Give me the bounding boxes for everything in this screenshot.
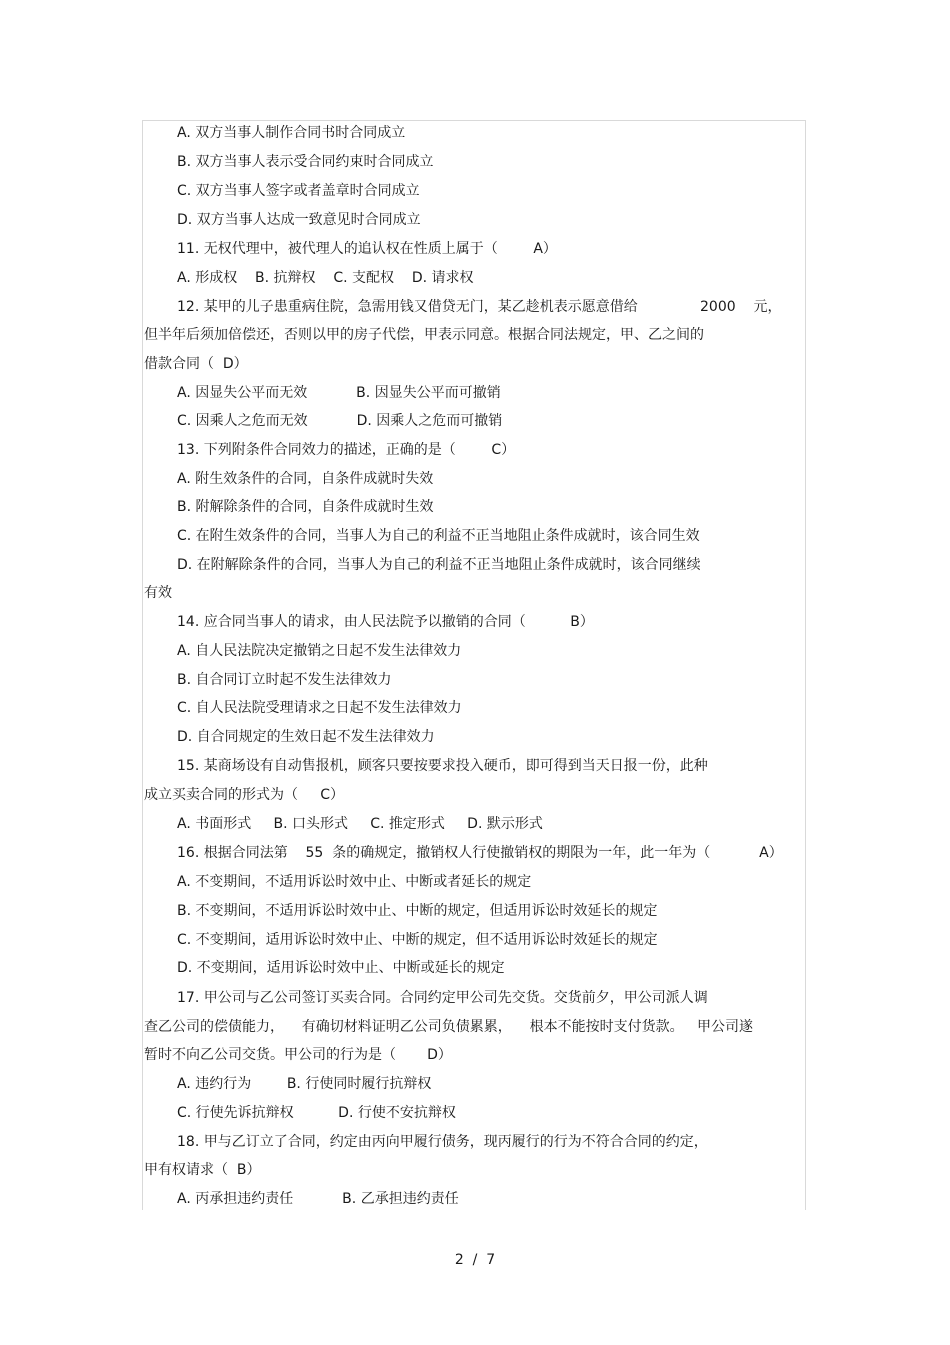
text-line: C. 因乘人之危而无效 D. 因乘人之危而可撤销 [177, 413, 503, 429]
text-line: 成立买卖合同的形式为（ C） [144, 787, 345, 803]
text-line: C. 不变期间，适用诉讼时效中止、中断的规定，但不适用诉讼时效延长的规定 [177, 932, 658, 948]
text-line: 暂时不向乙公司交货。甲公司的行为是（ D） [144, 1047, 452, 1063]
text-line: 13. 下列附条件合同效力的描述，正确的是（ C） [177, 442, 516, 458]
text-line: C. 双方当事人签字或者盖章时合同成立 [177, 183, 420, 199]
text-line: A. 因显失公平而无效 B. 因显失公平而可撤销 [177, 385, 501, 401]
text-line: A. 双方当事人制作合同书时合同成立 [177, 125, 406, 141]
text-line: B. 附解除条件的合同，自条件成就时生效 [177, 499, 434, 515]
text-line: 但半年后须加倍偿还，否则以甲的房子代偿，甲表示同意。根据合同法规定，甲、乙之间的 [144, 327, 704, 343]
text-line: 甲有权请求（ B） [144, 1162, 261, 1178]
text-line: 11. 无权代理中，被代理人的追认权在性质上属于（ A） [177, 241, 557, 257]
text-line: D. 不变期间，适用诉讼时效中止、中断或延长的规定 [177, 960, 505, 976]
text-line: C. 行使先诉抗辩权 D. 行使不安抗辩权 [177, 1105, 456, 1121]
text-line: 15. 某商场设有自动售报机，顾客只要按要求投入硬币，即可得到当天日报一份，此种 [177, 758, 708, 774]
text-line: A. 书面形式 B. 口头形式 C. 推定形式 D. 默示形式 [177, 816, 543, 832]
text-line: D. 自合同规定的生效日起不发生法律效力 [177, 729, 435, 745]
text-line: A. 丙承担违约责任 B. 乙承担违约责任 [177, 1191, 459, 1207]
text-line: 18. 甲与乙订立了合同，约定由丙向甲履行债务，现丙履行的行为不符合合同的约定， [177, 1134, 708, 1150]
text-line: 16. 根据合同法第 55 条的确规定，撤销权人行使撤销权的期限为一年，此一年为（ A） [177, 845, 783, 861]
text-line: A. 不变期间，不适用诉讼时效中止、中断或者延长的规定 [177, 874, 532, 890]
text-line: A. 形成权 B. 抗辩权 C. 支配权 D. 请求权 [177, 270, 474, 286]
text-line: B. 双方当事人表示受合同约束时合同成立 [177, 154, 434, 170]
text-line: 有效 [144, 585, 172, 601]
text-line: A. 附生效条件的合同，自条件成就时失效 [177, 471, 434, 487]
text-line: A. 自人民法院决定撤销之日起不发生法律效力 [177, 643, 462, 659]
text-line: 查乙公司的偿债能力， 有确切材料证明乙公司负债累累， 根本不能按时支付货款。 甲公司遂 [144, 1019, 753, 1035]
text-line: D. 双方当事人达成一致意见时合同成立 [177, 212, 421, 228]
text-line: D. 在附解除条件的合同，当事人为自己的利益不正当地阻止条件成就时，该合同继续 [177, 557, 701, 573]
text-line: 借款合同（ D） [144, 356, 248, 372]
text-line: 14. 应合同当事人的请求，由人民法院予以撤销的合同（ B） [177, 614, 594, 630]
page-number: 2 / 7 [454, 1252, 496, 1268]
text-line: A. 违约行为 B. 行使同时履行抗辩权 [177, 1076, 432, 1092]
text-line: C. 自人民法院受理请求之日起不发生法律效力 [177, 700, 462, 716]
text-line: B. 不变期间，不适用诉讼时效中止、中断的规定，但适用诉讼时效延长的规定 [177, 903, 658, 919]
text-line: C. 在附生效条件的合同，当事人为自己的利益不正当地阻止条件成就时，该合同生效 [177, 528, 700, 544]
text-line: 17. 甲公司与乙公司签订买卖合同。合同约定甲公司先交货。交货前夕，甲公司派人调 [177, 990, 708, 1006]
text-line: 12. 某甲的儿子患重病住院，急需用钱又借贷无门，某乙趁机表示愿意借给 2000 元， [177, 299, 782, 315]
text-line: B. 自合同订立时起不发生法律效力 [177, 672, 392, 688]
